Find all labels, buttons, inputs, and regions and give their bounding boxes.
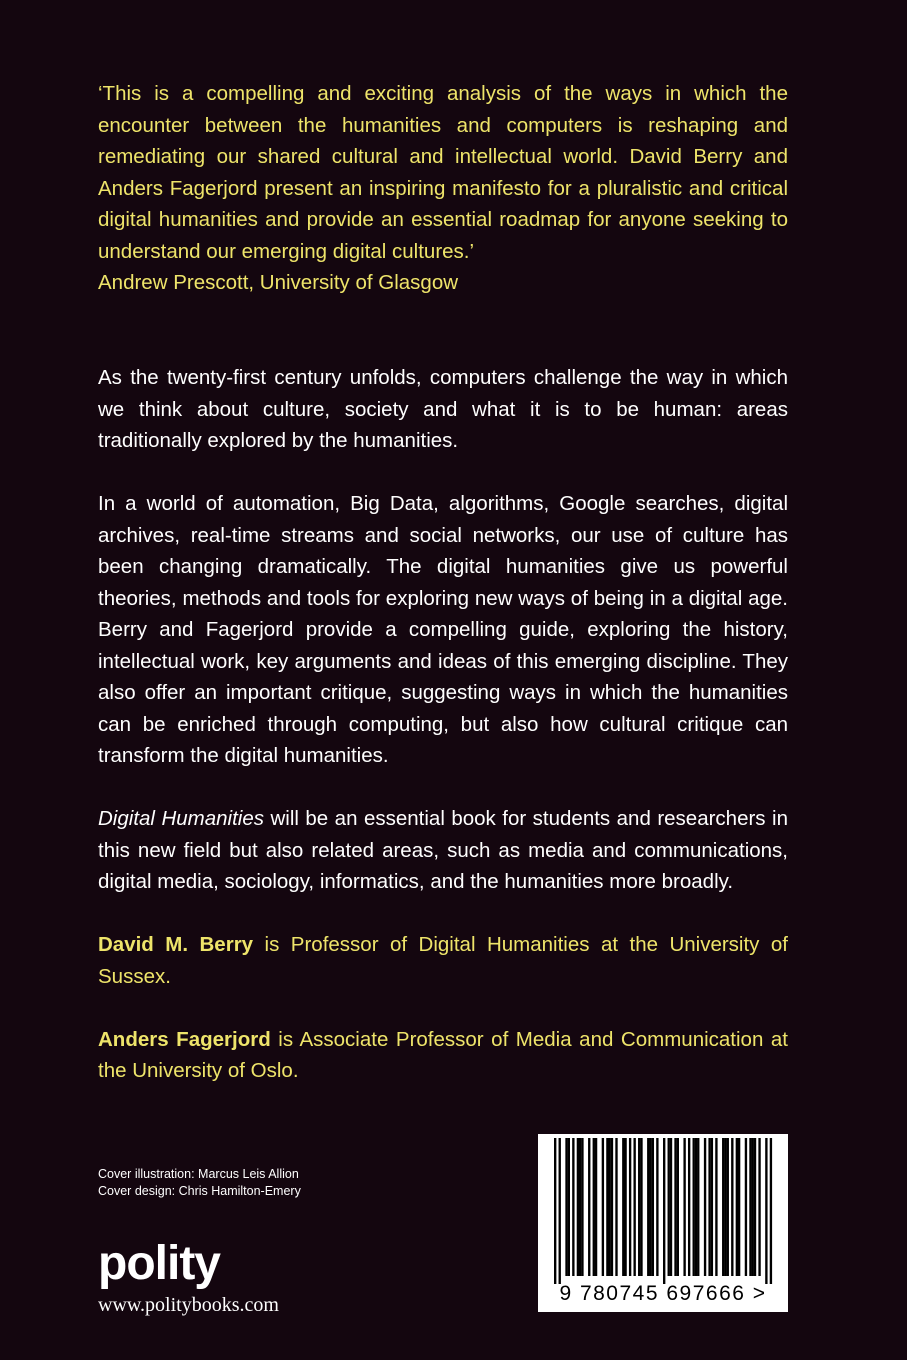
description-paragraph-3-rest: will be an essential book for students and researchers in this new field but also related areas, such as media and communications, digital media, sociology, informatics, and the humanities more broadly. xyxy=(98,807,788,893)
design-credit: Cover design: Chris Hamilton-Emery xyxy=(98,1184,301,1198)
barcode-bar xyxy=(622,1138,624,1276)
barcode-bar xyxy=(752,1138,754,1276)
quote-attribution: Andrew Prescott, University of Glasgow xyxy=(98,271,459,294)
barcode-bar xyxy=(724,1138,726,1276)
barcode-bar xyxy=(588,1138,590,1276)
book-description xyxy=(98,362,788,1118)
quote-text: ‘This is a compelling and exciting analysis of the ways in which the encounter between the humanities and computers is reshaping and remediating our shared cultural and intellectual world. David Berry and Anders Fagerjord present an inspiring manifesto for a pluralistic and critical digital humanities and provide an essential roadmap for anyone seeking to understand our emerging digital cultures.’ xyxy=(98,82,788,263)
barcode-bar xyxy=(652,1138,654,1276)
barcode-bar xyxy=(738,1138,740,1276)
barcode-bar xyxy=(602,1138,604,1276)
barcode-bar xyxy=(749,1138,751,1276)
barcode-bar xyxy=(606,1138,608,1276)
barcode-bar xyxy=(663,1138,665,1284)
barcode-bar xyxy=(693,1138,695,1276)
barcode-bar xyxy=(624,1138,626,1276)
barcode-bars-icon xyxy=(538,1134,788,1284)
cover-credits xyxy=(98,1166,301,1200)
barcode-bar xyxy=(611,1138,613,1276)
barcode-bar xyxy=(704,1138,706,1276)
barcode-bar xyxy=(722,1138,724,1276)
barcode-bar xyxy=(568,1138,570,1276)
barcode-bar xyxy=(656,1138,658,1276)
barcode-bar xyxy=(577,1138,579,1276)
description-paragraph-3 xyxy=(98,803,788,898)
author-bio-text: is Professor of Digital Humanities at the University of Sussex. xyxy=(98,933,788,988)
description-paragraph-1: As the twenty-first century unfolds, computers challenge the way in which we think about culture, society and what it is to be human: areas traditionally explored by the humanities. xyxy=(98,366,788,452)
barcode-bar xyxy=(715,1138,717,1276)
barcode-bar xyxy=(629,1138,631,1276)
book-title-italic: Digital Humanities xyxy=(98,807,264,830)
barcode-bar xyxy=(677,1138,679,1276)
isbn-number: 9 780745 697666 > xyxy=(559,1282,767,1305)
barcode-bar xyxy=(674,1138,676,1276)
barcode-bar xyxy=(565,1138,567,1276)
barcode-bar xyxy=(579,1138,581,1276)
publisher-url[interactable]: www.politybooks.com xyxy=(98,1294,279,1316)
author-bio-berry xyxy=(98,929,788,992)
author-bio-text: is Associate Professor of Media and Communication at the University of Oslo. xyxy=(98,1027,788,1082)
illustration-credit: Cover illustration: Marcus Leis Allion xyxy=(98,1167,299,1181)
barcode-bar xyxy=(736,1138,738,1276)
barcode-bar xyxy=(731,1138,733,1276)
barcode-bar xyxy=(711,1138,713,1276)
barcode-bar xyxy=(595,1138,597,1276)
barcode-bar xyxy=(554,1138,556,1284)
barcode-bar xyxy=(727,1138,729,1276)
barcode-bar xyxy=(647,1138,649,1276)
polity-logo: polity xyxy=(98,1237,220,1290)
barcode-bar xyxy=(581,1138,583,1276)
barcode-bar xyxy=(688,1138,690,1276)
barcode-bar xyxy=(708,1138,710,1276)
barcode-bar xyxy=(593,1138,595,1276)
barcode-bar xyxy=(609,1138,611,1276)
barcode-bar xyxy=(559,1138,561,1284)
barcode-bar xyxy=(683,1138,685,1276)
barcode-bar xyxy=(649,1138,651,1276)
barcode-bar xyxy=(770,1138,772,1284)
barcode-bar xyxy=(754,1138,756,1276)
endorsement-quote xyxy=(98,78,788,299)
barcode-bar xyxy=(695,1138,697,1276)
description-paragraph-2: In a world of automation, Big Data, algorithms, Google searches, digital archives, real-time streams and social networks, our use of culture has been changing dramatically. The digital humanities give us powerful theories, methods and tools for exploring new ways of being in a digital age. Berry and Fagerjord provide a compelling guide, exploring the history, intellectual work, key arguments and ideas of this emerging discipline. They also offer an important critique, suggesting ways in which the humanities can be enriched through computing, but also how cultural critique can transform the digital humanities. xyxy=(98,492,788,767)
barcode-bar xyxy=(633,1138,635,1276)
barcode-bar xyxy=(745,1138,747,1276)
isbn-barcode xyxy=(538,1134,788,1312)
barcode-bar xyxy=(615,1138,617,1276)
barcode-bar xyxy=(638,1138,640,1276)
barcode-bar xyxy=(765,1138,767,1284)
barcode-bar xyxy=(640,1138,642,1276)
author-name: David M. Berry xyxy=(98,933,254,956)
barcode-bar xyxy=(670,1138,672,1276)
author-bio-fagerjord xyxy=(98,1024,788,1087)
barcode-bar xyxy=(572,1138,574,1276)
barcode-bar xyxy=(758,1138,760,1276)
barcode-bar xyxy=(668,1138,670,1276)
author-name: Anders Fagerjord xyxy=(98,1027,271,1051)
barcode-bar xyxy=(697,1138,699,1276)
